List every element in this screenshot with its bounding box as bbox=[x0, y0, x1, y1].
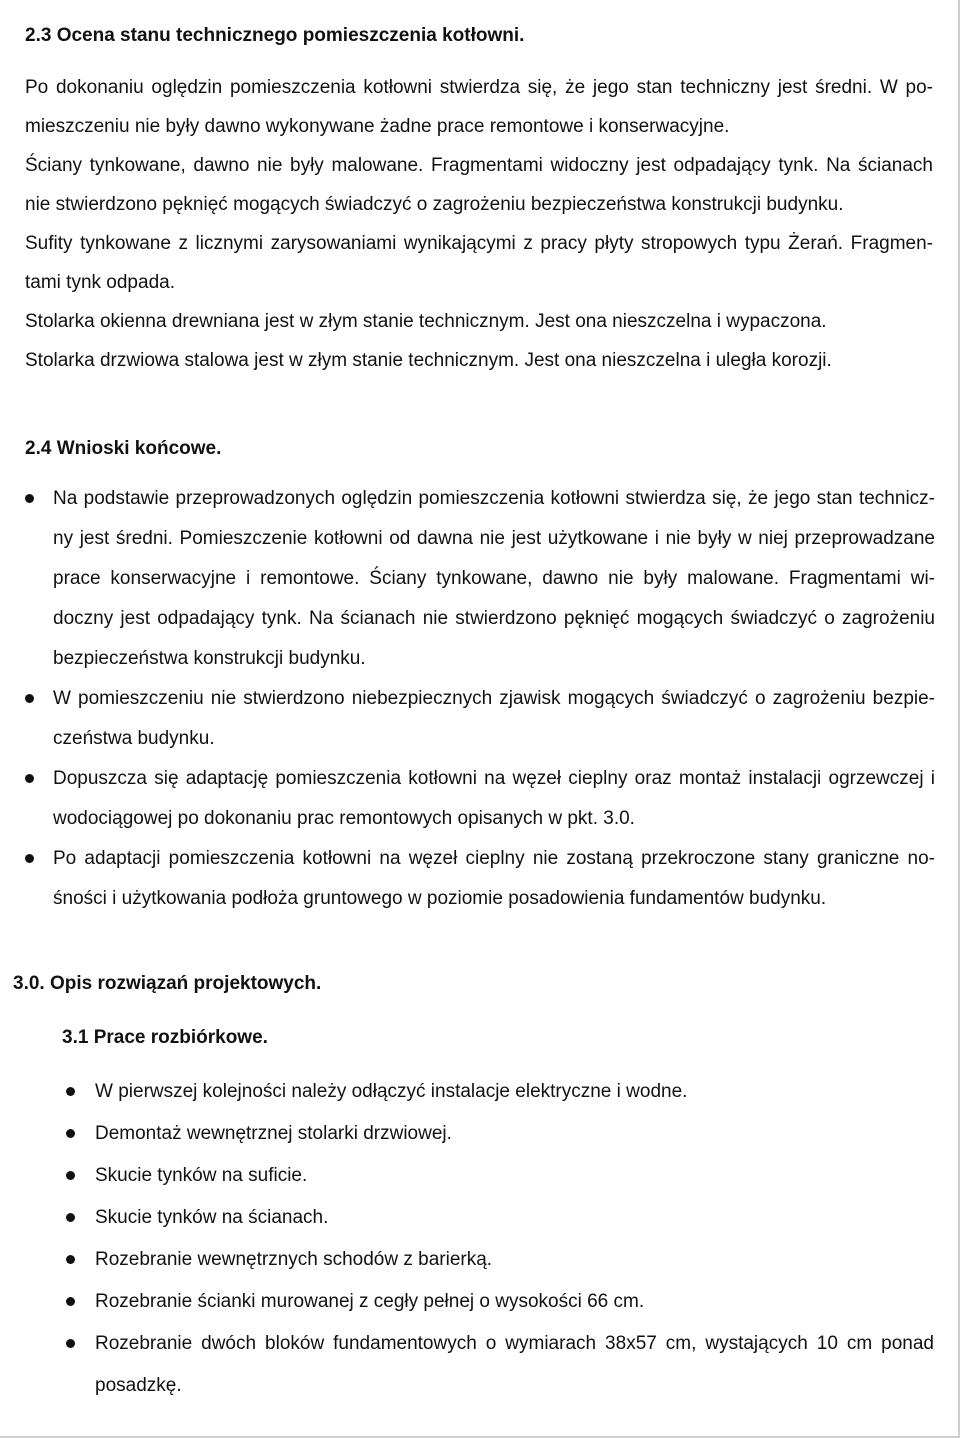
list-line: Dopuszcza się adaptację pomieszczenia kotłowni na węzeł cieplny oraz montaż instalacji ogrzewczej i bbox=[53, 768, 935, 789]
body-line: Sufity tynkowane z licznymi zarysowaniami wynikającymi z pracy płyty stropowych typu Żerań. Fragmen- bbox=[25, 233, 933, 254]
list-line: Rozebranie wewnętrznych schodów z barierką. bbox=[95, 1249, 493, 1270]
demolition-list bbox=[66, 1071, 934, 1407]
list-line: Na podstawie przeprowadzonych oględzin pomieszczenia kotłowni stwierdza się, że jego stan technicz- bbox=[53, 488, 935, 509]
list-line: Rozebranie ścianki murowanej z cegły pełnej o wysokości 66 cm. bbox=[95, 1291, 645, 1312]
list-item bbox=[66, 1239, 934, 1281]
bullet-icon bbox=[25, 494, 34, 503]
bullet-icon bbox=[25, 854, 34, 863]
list-item bbox=[25, 679, 935, 759]
list-line: Rozebranie dwóch bloków fundamentowych o wymiarach 38x57 cm, wystających 10 cm ponad bbox=[95, 1333, 934, 1354]
list-line: ny jest średni. Pomieszczenie kotłowni od dawna nie jest użytkowane i nie były w niej przeprowadzane bbox=[53, 528, 935, 549]
list-line: doczny jest odpadający tynk. Na ścianach nie stwierdzono pęknięć mogących świadczyć o zagrożeniu bbox=[53, 608, 935, 629]
bullet-icon bbox=[25, 774, 34, 783]
list-line: śności i użytkowania podłoża gruntowego w poziomie posadowienia fundamentów budynku. bbox=[53, 888, 827, 909]
section-2-4-heading: 2.4 Wnioski końcowe. bbox=[25, 438, 222, 459]
bullet-icon bbox=[66, 1171, 75, 1180]
list-line: Skucie tynków na ścianach. bbox=[95, 1207, 329, 1228]
body-line: Stolarka drzwiowa stalowa jest w złym stanie technicznym. Jest ona nieszczelna i uległa korozji. bbox=[25, 350, 832, 371]
list-line: W pomieszczeniu nie stwierdzono niebezpiecznych zjawisk mogących świadczyć o zagrożeniu bezpie- bbox=[53, 688, 935, 709]
body-line: tami tynk odpada. bbox=[25, 272, 175, 293]
list-line: prace konserwacyjne i remontowe. Ściany tynkowane, dawno nie były malowane. Fragmentami wi- bbox=[53, 568, 935, 589]
list-line: czeństwa budynku. bbox=[53, 728, 215, 749]
list-item bbox=[25, 479, 935, 679]
list-item bbox=[66, 1155, 934, 1197]
list-line: bezpieczeństwa konstrukcji budynku. bbox=[53, 648, 366, 669]
section-2-3-body bbox=[25, 68, 933, 380]
list-item bbox=[66, 1113, 934, 1155]
bullet-icon bbox=[25, 694, 34, 703]
body-line: Ściany tynkowane, dawno nie były malowane. Fragmentami widoczny jest odpadający tynk. Na ścianach bbox=[25, 155, 933, 176]
section-3-0-heading: 3.0. Opis rozwiązań projektowych. bbox=[13, 973, 322, 994]
bullet-icon bbox=[66, 1213, 75, 1222]
list-item bbox=[66, 1197, 934, 1239]
body-line: Po dokonaniu oględzin pomieszczenia kotłowni stwierdza się, że jego stan techniczny jest średni. W po- bbox=[25, 77, 933, 98]
list-line: wodociągowej po dokonaniu prac remontowych opisanych w pkt. 3.0. bbox=[53, 808, 635, 829]
list-line: W pierwszej kolejności należy odłączyć instalacje elektryczne i wodne. bbox=[95, 1081, 688, 1102]
body-line: Stolarka okienna drewniana jest w złym stanie technicznym. Jest ona nieszczelna i wypaczona. bbox=[25, 311, 827, 332]
list-item bbox=[66, 1323, 934, 1407]
list-line: Po adaptacji pomieszczenia kotłowni na węzeł cieplny nie zostaną przekroczone stany graniczne no- bbox=[53, 848, 935, 869]
bullet-icon bbox=[66, 1339, 75, 1348]
bullet-icon bbox=[66, 1129, 75, 1138]
bullet-icon bbox=[66, 1255, 75, 1264]
body-line: nie stwierdzono pęknięć mogących świadczyć o zagrożeniu bezpieczeństwa konstrukcji budynku. bbox=[25, 194, 844, 215]
list-item bbox=[66, 1071, 934, 1113]
section-2-3-heading: 2.3 Ocena stanu technicznego pomieszczenia kotłowni. bbox=[25, 25, 525, 46]
body-line: mieszczeniu nie były dawno wykonywane żadne prace remontowe i konserwacyjne. bbox=[25, 116, 730, 137]
list-item bbox=[25, 759, 935, 839]
bullet-icon bbox=[66, 1297, 75, 1306]
bullet-icon bbox=[66, 1087, 75, 1096]
conclusions-list bbox=[25, 479, 935, 919]
section-3-1-heading: 3.1 Prace rozbiórkowe. bbox=[62, 1027, 268, 1048]
list-item bbox=[66, 1281, 934, 1323]
list-item bbox=[25, 839, 935, 919]
list-line: posadzkę. bbox=[95, 1375, 182, 1396]
list-line: Skucie tynków na suficie. bbox=[95, 1165, 308, 1186]
list-line: Demontaż wewnętrznej stolarki drzwiowej. bbox=[95, 1123, 452, 1144]
